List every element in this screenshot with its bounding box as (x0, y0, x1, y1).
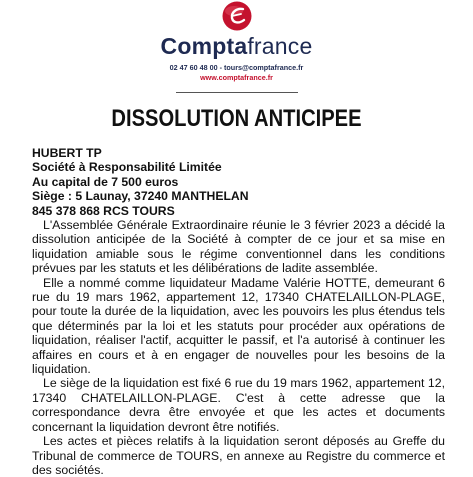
company-legal-form: Société à Responsabilité Limitée (32, 160, 222, 175)
paragraph-dissolution: L'Assemblée Générale Extraordinaire réunie le 3 février 2023 a décidé la dissolution anticipée de la Société à compter de ce jour et sa mise en liquidation amiable sous le régime conventionnel dans les conditions prévues par les statuts et les délibérations de ladite assemblée. (32, 218, 445, 276)
website-link[interactable]: www.comptafrance.fr (200, 73, 273, 82)
notice-title: DISSOLUTION ANTICIPEE (111, 105, 362, 132)
company-capital: Au capital de 7 500 euros (32, 174, 179, 189)
paragraph-filing: Les actes et pièces relatifs à la liquidation seront déposés au Greffe du Tribunal de commerce de TOURS, en annexe au Registre du commerce et des sociétés. (32, 434, 445, 477)
brand-name-light: france (247, 33, 313, 59)
notice-body (32, 218, 445, 477)
company-name: HUBERT TP (32, 146, 102, 160)
brand-name-bold: Compta (160, 33, 248, 59)
company-block (32, 146, 452, 218)
paragraph-liquidation-seat: Le siège de la liquidation est fixé 6 rue du 19 mars 1962, appartement 12, 17340 CHATELAILLON-PLAGE. C'est à cette adresse que la correspondance devra être envoyée et que les actes et documents concernant la liquidation devront être notifiés. (32, 376, 445, 434)
brand-name (0, 33, 473, 59)
company-siege: Siège : 5 Launay, 37240 MANTHELAN (32, 189, 249, 204)
comptafrance-logo-icon (222, 1, 252, 31)
header-divider (176, 92, 298, 93)
company-rcs: 845 378 868 RCS TOURS (32, 203, 175, 218)
contact-line: 02 47 60 48 00 - tours@comptafrance.fr (169, 63, 304, 72)
paragraph-liquidator: Elle a nommé comme liquidateur Madame Valérie HOTTE, demeurant 6 rue du 19 mars 1962, appartement 12, 17340 CHATELAILLON-PLAGE, pour toute la durée de la liquidation, avec les pouvoirs les plus étendus tels que déterminés par la loi et les statuts pour procéder aux opérations de liquidation, réaliser l'actif, acquitter le passif, et l'a autorisé à continuer les affaires en cours et à en engager de nouvelles pour les besoins de la liquidation. (32, 275, 445, 377)
